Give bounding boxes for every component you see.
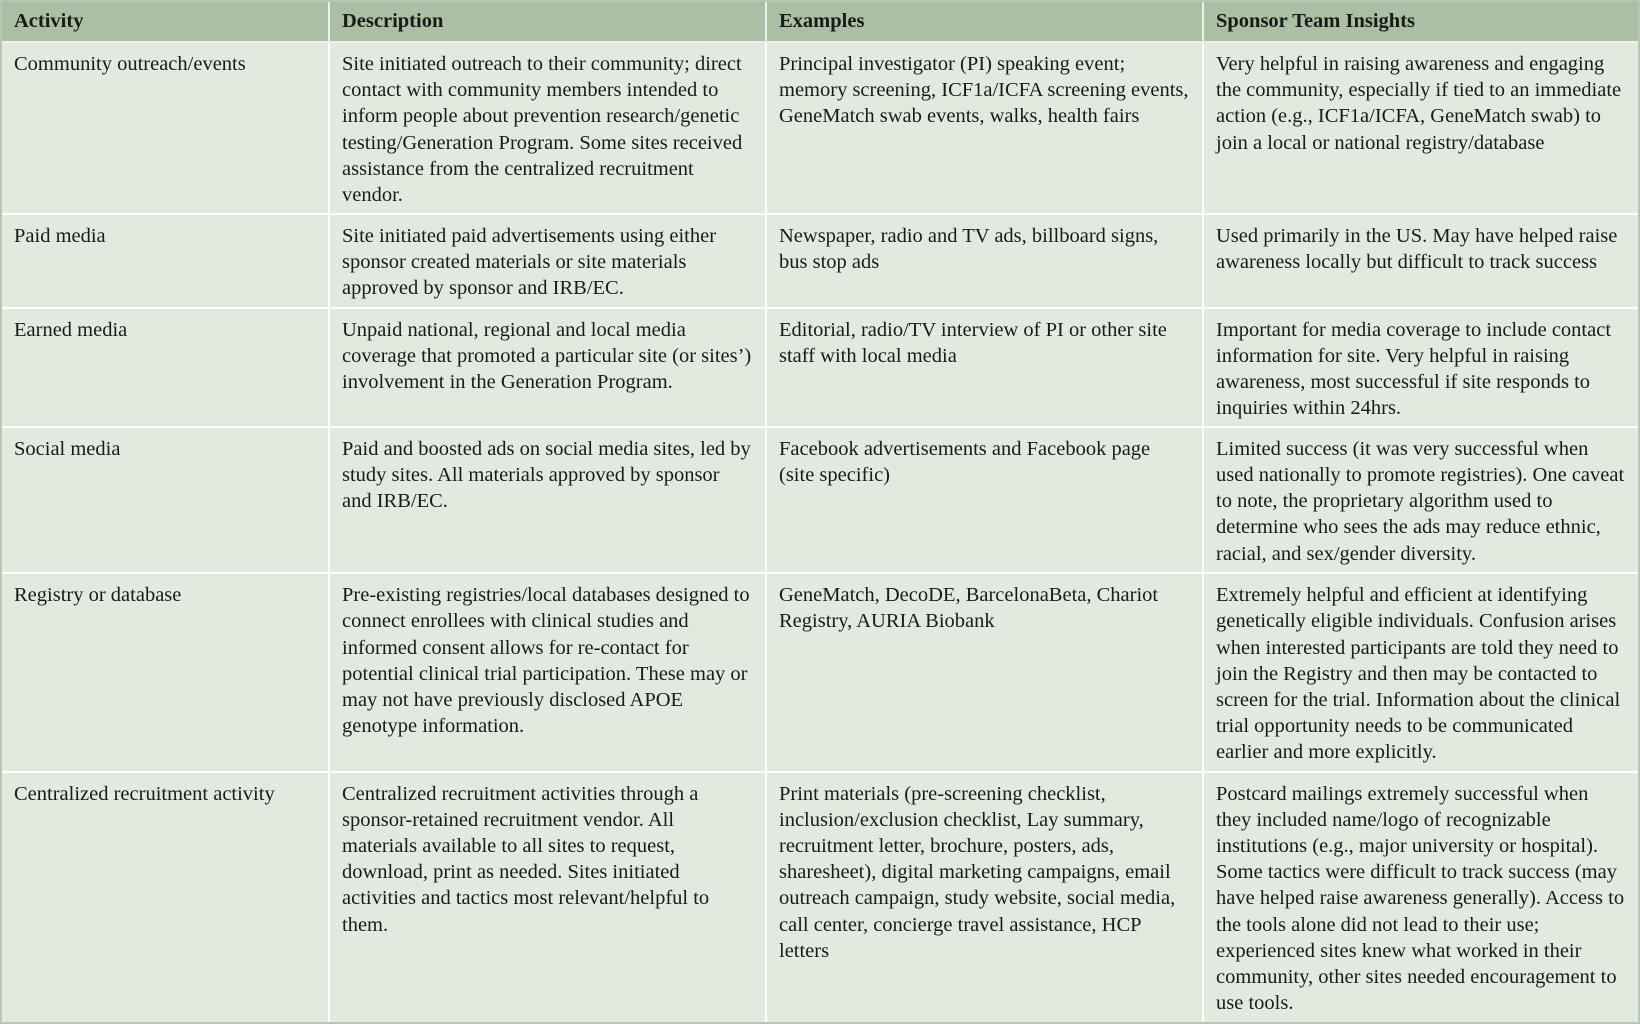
cell-description: Pre-existing registries/local databases designed to connect enrollees with clinical studies and informed consent allows for re-contact for potential clinical trial participation. These may or may not have previously disclosed APOE genotype information. <box>329 573 766 771</box>
cell-activity: Earned media <box>2 308 329 427</box>
cell-examples: GeneMatch, DecoDE, BarcelonaBeta, Chariot Registry, AURIA Biobank <box>766 573 1203 771</box>
header-description: Description <box>329 2 766 42</box>
cell-insights: Extremely helpful and efficient at identifying genetically eligible individuals. Confusion arises when interested participants are told they need to join the Registry and then may be contacted to screen for the trial. Information about the clinical trial opportunity needs to be communicated earlier and more explicitly. <box>1203 573 1638 771</box>
cell-description: Site initiated outreach to their community; direct contact with community members intended to inform people about prevention research/genetic testing/Generation Program. Some sites received assistance from the centralized recruitment vendor. <box>329 42 766 214</box>
cell-examples: Print materials (pre-screening checklist, inclusion/exclusion checklist, Lay summary, recruitment letter, brochure, posters, ads, sharesheet), digital marketing campaigns, email outreach campaign, study website, social media, call center, concierge travel assistance, HCP letters <box>766 772 1203 1023</box>
cell-description: Unpaid national, regional and local media coverage that promoted a particular site (or sites’) involvement in the Generation Program. <box>329 308 766 427</box>
cell-insights: Important for media coverage to include contact information for site. Very helpful in raising awareness, most successful if site responds to inquiries within 24hrs. <box>1203 308 1638 427</box>
cell-description: Centralized recruitment activities through a sponsor-retained recruitment vendor. All materials available to all sites to request, download, print as needed. Sites initiated activities and tactics most relevant/helpful to them. <box>329 772 766 1023</box>
cell-activity: Centralized recruitment activity <box>2 772 329 1023</box>
header-sponsor-team-insights: Sponsor Team Insights <box>1203 2 1638 42</box>
cell-examples: Newspaper, radio and TV ads, billboard signs, bus stop ads <box>766 214 1203 308</box>
cell-activity: Social media <box>2 427 329 573</box>
table-row <box>2 42 1638 214</box>
cell-activity: Paid media <box>2 214 329 308</box>
table-row <box>2 308 1638 427</box>
table-row <box>2 772 1638 1023</box>
cell-examples: Facebook advertisements and Facebook page (site specific) <box>766 427 1203 573</box>
recruitment-activities-table <box>2 2 1638 1022</box>
cell-examples: Principal investigator (PI) speaking event; memory screening, ICF1a/ICFA screening events, GeneMatch swab events, walks, health fairs <box>766 42 1203 214</box>
cell-description: Paid and boosted ads on social media sites, led by study sites. All materials approved by sponsor and IRB/EC. <box>329 427 766 573</box>
cell-insights: Very helpful in raising awareness and engaging the community, especially if tied to an immediate action (e.g., ICF1a/ICFA, GeneMatch swab) to join a local or national registry/database <box>1203 42 1638 214</box>
cell-description: Site initiated paid advertisements using either sponsor created materials or site materials approved by sponsor and IRB/EC. <box>329 214 766 308</box>
cell-examples: Editorial, radio/TV interview of PI or other site staff with local media <box>766 308 1203 427</box>
cell-insights: Used primarily in the US. May have helped raise awareness locally but difficult to track success <box>1203 214 1638 308</box>
table-row <box>2 427 1638 573</box>
cell-insights: Postcard mailings extremely successful when they included name/logo of recognizable institutions (e.g., major university or hospital). Some tactics were difficult to track success (may have helped raise awareness generally). Access to the tools alone did not lead to their use; experienced sites knew what worked in their community, other sites needed encouragement to use tools. <box>1203 772 1638 1023</box>
table-row <box>2 573 1638 771</box>
cell-activity: Registry or database <box>2 573 329 771</box>
cell-activity: Community outreach/events <box>2 42 329 214</box>
table-header-row <box>2 2 1638 42</box>
cell-insights: Limited success (it was very successful when used nationally to promote registries). One caveat to note, the proprietary algorithm used to determine who sees the ads may reduce ethnic, racial, and sex/gender diversity. <box>1203 427 1638 573</box>
table-row <box>2 214 1638 308</box>
header-examples: Examples <box>766 2 1203 42</box>
header-activity: Activity <box>2 2 329 42</box>
